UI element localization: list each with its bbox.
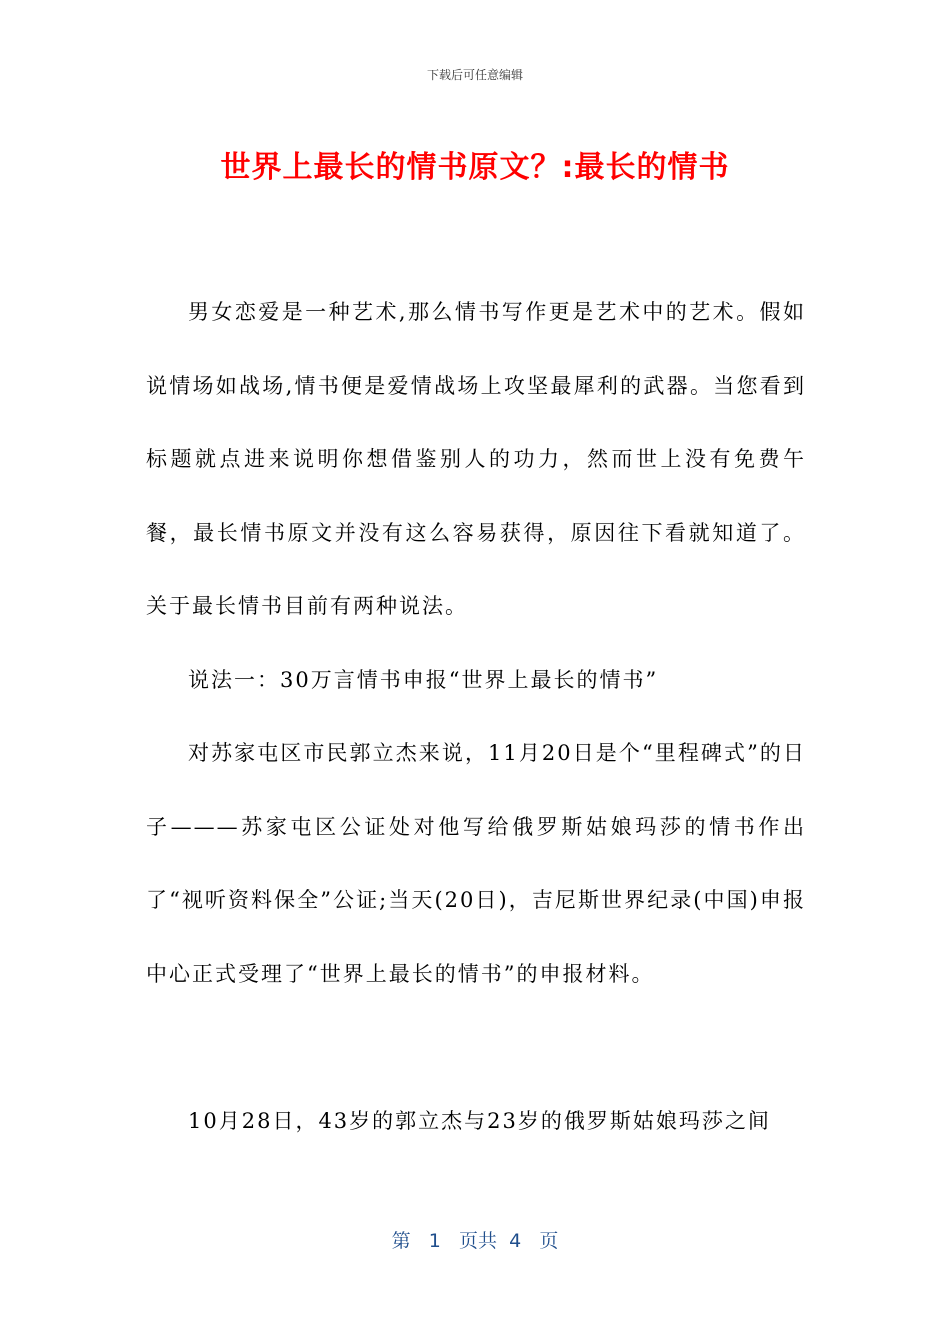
page-footer [0,1226,950,1253]
header-note: 下载后可任意编辑 [426,68,523,82]
paragraph: 说法一：30万言情书申报“世界上最长的情书” [188,667,659,692]
page-number: 1 [428,1230,441,1252]
paragraph-gap [146,1011,806,1085]
document-title: 世界上最长的情书原文？:最长的情书 [220,150,730,185]
page-total: 4 [509,1230,522,1252]
page-mid: 页共 [459,1230,498,1252]
paragraph: 男女恋爱是一种艺术,那么情书写作更是艺术中的艺术。假如说情场如战场,情书便是爱情战场上攻坚最犀利的武器。当您看到标题就点进来说明你想借鉴别人的功力，然而世上没有免费午餐，最长情书原文并没有这么容易获得，原因往下看就知道了。关于最长情书目前有两种说法。 [146,300,806,618]
page-end: 页 [539,1230,559,1252]
paragraph: 10月28日，43岁的郭立杰与23岁的俄罗斯姑娘玛莎之间 [188,1108,771,1133]
document-body [146,276,806,1158]
page-word: 第 [391,1230,411,1252]
paragraph: 对苏家屯区市民郭立杰来说，11月20日是个“里程碑式”的日子———苏家屯区公证处对他写给俄罗斯姑娘玛莎的情书作出了“视听资料保全”公证;当天(20日)，吉尼斯世界纪录(中国)申报中心正式受理了“世界上最长的情书”的申报材料。 [146,741,806,986]
